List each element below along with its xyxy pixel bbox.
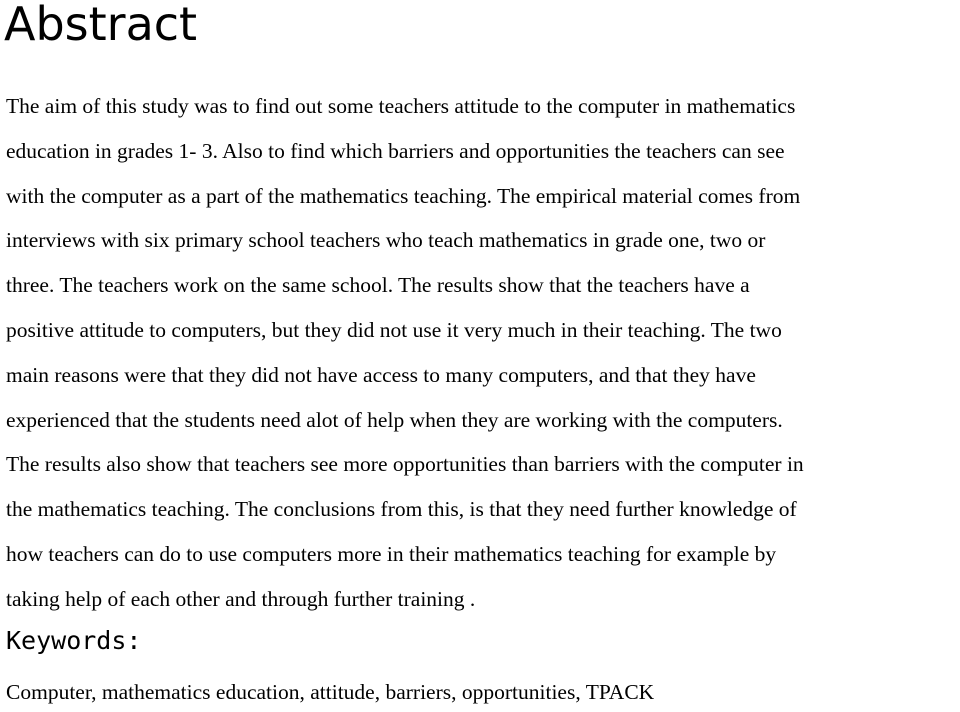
abstract-line: The results also show that teachers see more opportunities than barriers with the computer in	[6, 452, 804, 477]
abstract-line: experienced that the students need alot of help when they are working with the computers.	[6, 407, 783, 432]
abstract-line: how teachers can do to use computers more in their mathematics teaching for example by	[6, 541, 777, 566]
abstract-line: main reasons were that they did not have access to many computers, and that they have	[6, 362, 756, 387]
abstract-line: three. The teachers work on the same school. The results show that the teachers have a	[6, 273, 750, 298]
abstract-line: taking help of each other and through further training .	[6, 586, 476, 611]
keywords-list: Computer, mathematics education, attitude, barriers, opportunities, TPACK	[6, 680, 655, 704]
abstract-line: with the computer as a part of the mathematics teaching. The empirical material comes from	[6, 183, 801, 208]
abstract-paragraph	[6, 84, 956, 622]
keywords-heading: Keywords:	[6, 626, 142, 655]
abstract-line: the mathematics teaching. The conclusions from this, is that they need further knowledge of	[6, 497, 797, 522]
abstract-line: interviews with six primary school teachers who teach mathematics in grade one, two or	[6, 228, 766, 253]
abstract-line: positive attitude to computers, but they did not use it very much in their teaching. The two	[6, 317, 782, 342]
page-title: Abstract	[4, 0, 198, 51]
abstract-line: The aim of this study was to find out some teachers attitude to the computer in mathematics	[6, 94, 796, 118]
abstract-line: education in grades 1- 3. Also to find which barriers and opportunities the teachers can see	[6, 138, 785, 163]
